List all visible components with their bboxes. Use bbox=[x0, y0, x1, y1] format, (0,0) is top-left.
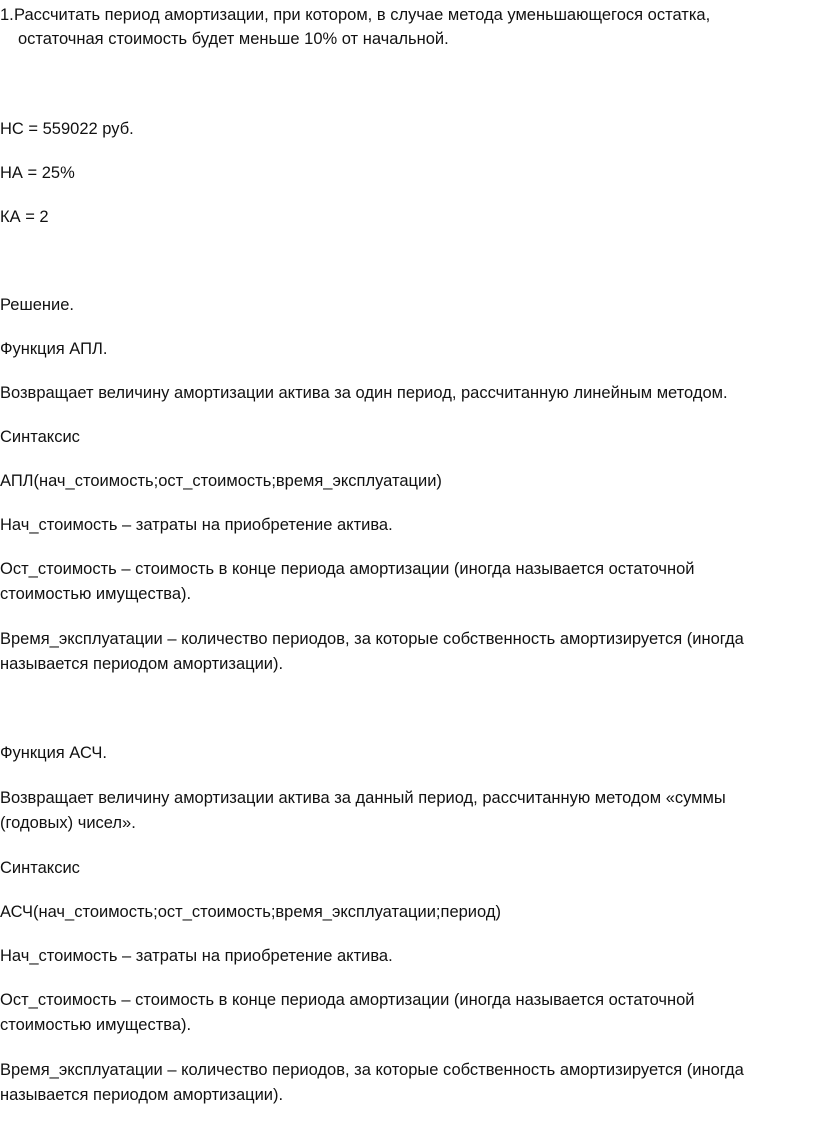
apl-arg-salvage-line1: Ост_стоимость – стоимость в конце периода амортизации (иногда называется остаточной bbox=[0, 560, 695, 578]
apl-title: Функция АПЛ. bbox=[0, 340, 108, 358]
apl-syntax: АПЛ(нач_стоимость;ост_стоимость;время_эксплуатации) bbox=[0, 472, 442, 490]
asch-description-line2: (годовых) чисел». bbox=[0, 814, 136, 832]
asch-title: Функция АСЧ. bbox=[0, 744, 107, 762]
apl-syntax-label: Синтаксис bbox=[0, 428, 80, 446]
asch-syntax-label: Синтаксис bbox=[0, 859, 80, 877]
solution-title: Решение. bbox=[0, 296, 74, 314]
given-ka: КА = 2 bbox=[0, 208, 49, 226]
apl-arg-life-line2: называется периодом амортизации). bbox=[0, 655, 284, 673]
given-hc: НС = 559022 руб. bbox=[0, 120, 134, 138]
task-text-line1: Рассчитать период амортизации, при котором, в случае метода уменьшающегося остатка, bbox=[14, 6, 711, 24]
apl-description: Возвращает величину амортизации актива за один период, рассчитанную линейным методом. bbox=[0, 384, 728, 402]
given-ha: НА = 25% bbox=[0, 164, 75, 182]
asch-arg-cost: Нач_стоимость – затраты на приобретение актива. bbox=[0, 947, 393, 965]
asch-description-line1: Возвращает величину амортизации актива за данный период, рассчитанную методом «суммы bbox=[0, 789, 726, 807]
asch-arg-life-line1: Время_эксплуатации – количество периодов, за которые собственность амортизируется (иногда bbox=[0, 1061, 744, 1079]
task-item bbox=[0, 3, 790, 51]
apl-arg-life-line1: Время_эксплуатации – количество периодов, за которые собственность амортизируется (иногда bbox=[0, 630, 744, 648]
apl-arg-cost: Нач_стоимость – затраты на приобретение актива. bbox=[0, 516, 393, 534]
asch-arg-salvage-line1: Ост_стоимость – стоимость в конце периода амортизации (иногда называется остаточной bbox=[0, 991, 695, 1009]
asch-arg-life-line2: называется периодом амортизации). bbox=[0, 1086, 284, 1104]
task-text-line2: остаточная стоимость будет меньше 10% от начальной. bbox=[18, 30, 449, 48]
task-number: 1. bbox=[0, 6, 14, 24]
asch-arg-salvage-line2: стоимостью имущества). bbox=[0, 1016, 192, 1034]
asch-syntax: АСЧ(нач_стоимость;ост_стоимость;время_эксплуатации;период) bbox=[0, 903, 501, 921]
apl-arg-salvage-line2: стоимостью имущества). bbox=[0, 585, 192, 603]
